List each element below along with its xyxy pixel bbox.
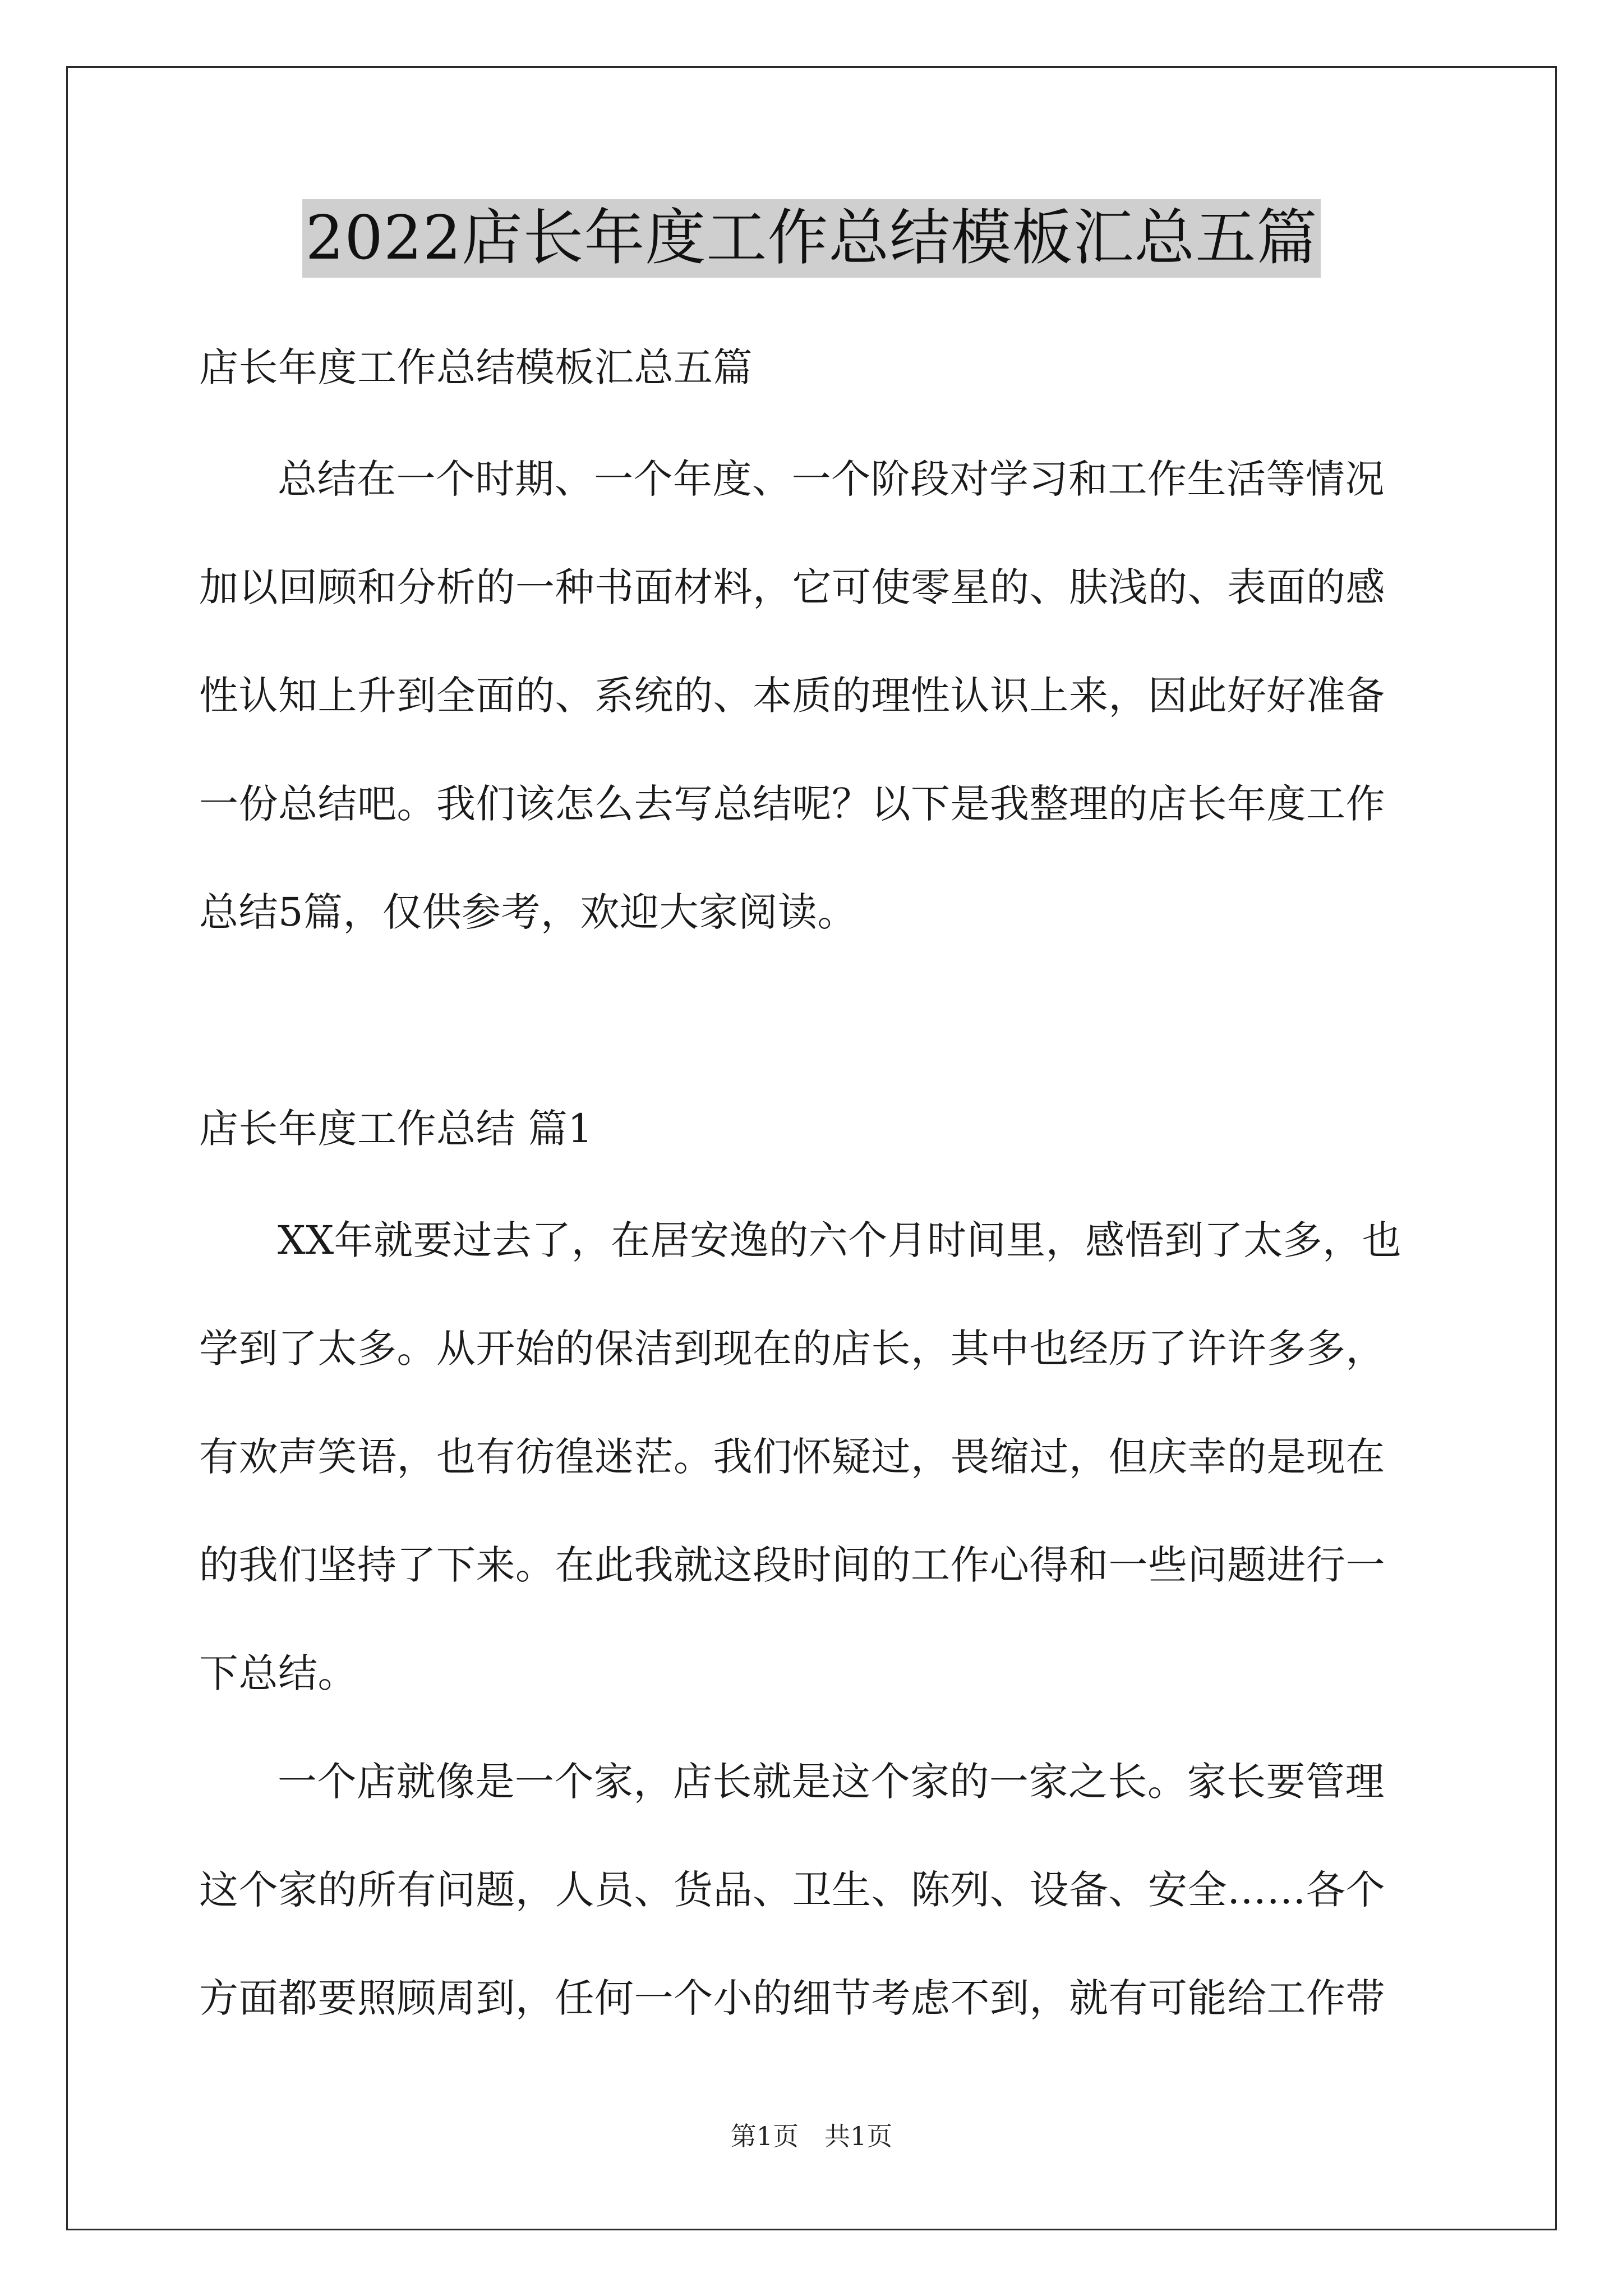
section-para-line: 方面都要照顾周到，任何一个小的细节考虑不到，就有可能给工作带 — [199, 1975, 1385, 2021]
section-para-line: XX年就要过去了，在居安逸的六个月时间里，感悟到了太多，也 — [278, 1217, 1402, 1263]
title-wrap — [0, 199, 1623, 278]
section-para-line: 的我们坚持了下来。在此我就这段时间的工作心得和一些问题进行一 — [199, 1542, 1385, 1588]
section-para-line: 一个店就像是一个家，店长就是这个家的一家之长。家长要管理 — [278, 1759, 1385, 1805]
section-para-line: 有欢声笑语，也有彷徨迷茫。我们怀疑过，畏缩过，但庆幸的是现在 — [199, 1434, 1385, 1480]
section-heading: 店长年度工作总结 篇1 — [199, 1106, 593, 1152]
intro-line: 一份总结吧。我们该怎么去写总结呢？以下是我整理的店长年度工作 — [199, 781, 1385, 827]
intro-line: 总结5篇，仅供参考，欢迎大家阅读。 — [199, 889, 857, 935]
section-para-line: 这个家的所有问题，人员、货品、卫生、陈列、设备、安全……各个 — [199, 1867, 1385, 1913]
document-body — [199, 344, 1427, 2021]
page-footer: 第1页 共1页 — [730, 2121, 893, 2151]
intro-line: 加以回顾和分析的一种书面材料，它可使零星的、肤浅的、表面的感 — [199, 564, 1385, 610]
intro-line: 总结在一个时期、一个年度、一个阶段对学习和工作生活等情况 — [278, 456, 1385, 502]
document-subtitle: 店长年度工作总结模板汇总五篇 — [199, 344, 753, 390]
document-title: 2022店长年度工作总结模板汇总五篇 — [302, 199, 1321, 278]
intro-line: 性认知上升到全面的、系统的、本质的理性认识上来，因此好好准备 — [199, 673, 1385, 719]
section-para-line: 学到了太多。从开始的保洁到现在的店长，其中也经历了许许多多， — [199, 1326, 1385, 1372]
section-para-line: 下总结。 — [199, 1650, 357, 1696]
